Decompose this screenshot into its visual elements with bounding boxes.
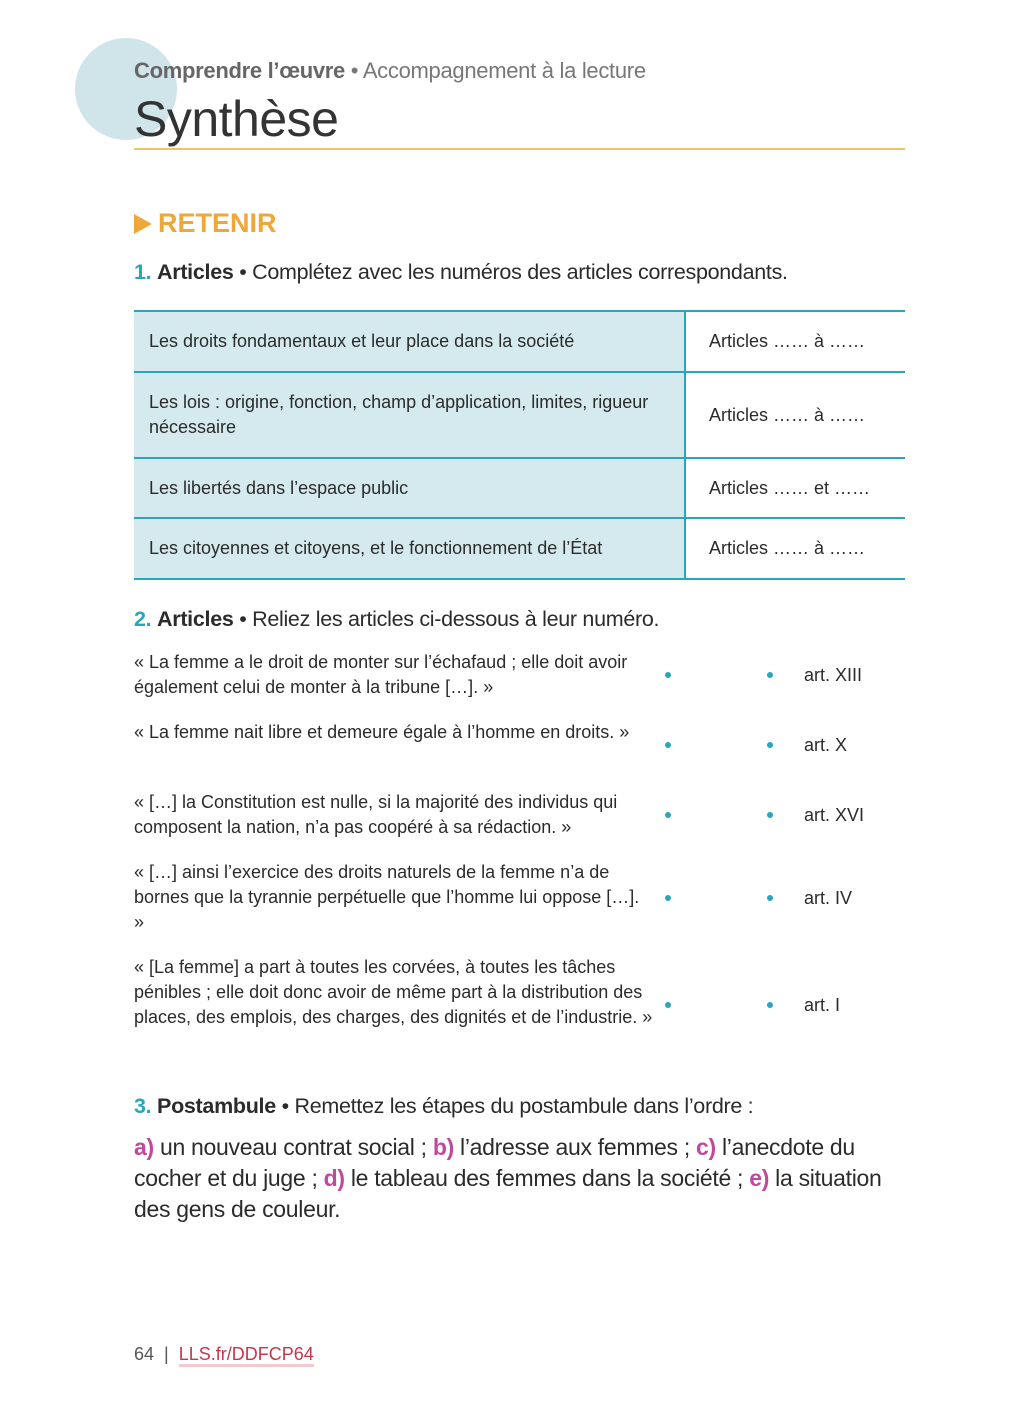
match-row <box>134 720 905 770</box>
step-text: l’adresse aux femmes ; <box>453 1134 697 1160</box>
quote-text: « [La femme] a part à toutes les corvées, à toutes les tâches pénibles ; elle doit donc avoir de même part à la distribution des places, des emplois, des charges, des dignités et de l’industrie. » <box>134 957 653 1027</box>
answer-cell[interactable]: Articles …… à …… <box>685 518 905 579</box>
retenir-heading <box>134 208 277 239</box>
article-dot[interactable] <box>767 1002 773 1008</box>
table-row <box>134 518 905 579</box>
match-row <box>134 955 905 1055</box>
quote-dot[interactable] <box>665 672 671 678</box>
article-label: art. IV <box>804 888 853 908</box>
q-number: 3. <box>134 1094 152 1118</box>
article-dot[interactable] <box>767 742 773 748</box>
q-label: Articles <box>157 260 234 284</box>
step-text: un nouveau contrat social ; <box>153 1134 433 1160</box>
match-row <box>134 650 905 700</box>
step-text: l’anecdote du cocher et du juge ; <box>134 1134 855 1191</box>
article-label: art. XVI <box>804 805 865 825</box>
kicker-bold: Comprendre l’œuvre <box>134 58 345 83</box>
step-text: le tableau des femmes dans la société ; <box>344 1165 750 1191</box>
question-2 <box>134 607 659 632</box>
retenir-label: RETENIR <box>158 208 277 238</box>
postambule-steps <box>134 1132 909 1225</box>
footer-separator: | <box>164 1344 169 1364</box>
quote-text: « La femme a le droit de monter sur l’échafaud ; elle doit avoir également celui de monter à la tribune […]. » <box>134 652 628 697</box>
quote-text: « La femme nait libre et demeure égale à l’homme en droits. » <box>134 722 630 742</box>
step-text: la situation des gens de couleur. <box>134 1165 882 1222</box>
resource-link[interactable]: LLS.fr/DDFCP64 <box>179 1344 314 1367</box>
theme-cell: Les citoyennes et citoyens, et le fonctionnement de l’État <box>134 518 685 579</box>
answer-cell[interactable]: Articles …… à …… <box>685 311 905 372</box>
article-dot[interactable] <box>767 812 773 818</box>
q-label: Articles <box>157 607 234 631</box>
question-1 <box>134 260 788 285</box>
step-key: b) <box>432 1134 454 1160</box>
step-key: a) <box>134 1134 154 1160</box>
article-dot[interactable] <box>767 672 773 678</box>
articles-table <box>134 310 905 580</box>
q-sep: • <box>233 607 253 631</box>
table-row <box>134 458 905 518</box>
step-key: d) <box>323 1165 345 1191</box>
q-instruction: Complétez avec les numéros des articles correspondants. <box>252 260 788 284</box>
answer-cell[interactable]: Articles …… et …… <box>685 458 905 518</box>
q-number: 1. <box>134 260 152 284</box>
quote-dot[interactable] <box>665 895 671 901</box>
title-divider <box>134 148 905 150</box>
theme-cell: Les libertés dans l’espace public <box>134 458 685 518</box>
page-title: Synthèse <box>134 91 339 147</box>
answer-cell[interactable]: Articles …… à …… <box>685 372 905 458</box>
q-instruction: Reliez les articles ci-dessous à leur numéro. <box>252 607 660 631</box>
q-number: 2. <box>134 607 152 631</box>
page-number: 64 <box>134 1344 155 1364</box>
kicker-sep: • <box>344 58 363 83</box>
step-key: e) <box>749 1165 770 1191</box>
article-label: art. X <box>804 735 848 755</box>
article-dot[interactable] <box>767 895 773 901</box>
article-label: art. I <box>804 995 841 1015</box>
q-instruction: Remettez les étapes du postambule dans l’ordre : <box>294 1094 754 1118</box>
match-row <box>134 790 905 840</box>
q-sep: • <box>275 1094 295 1118</box>
quote-text: « […] la Constitution est nulle, si la majorité des individus qui composent la nation, n’a pas coopéré à sa rédaction. » <box>134 792 618 837</box>
match-row <box>134 860 905 935</box>
theme-cell: Les lois : origine, fonction, champ d’application, limites, rigueur nécessaire <box>134 372 685 458</box>
quote-dot[interactable] <box>665 812 671 818</box>
question-3 <box>134 1094 753 1119</box>
theme-cell: Les droits fondamentaux et leur place dans la société <box>134 311 685 372</box>
q-label: Postambule <box>157 1094 276 1118</box>
quote-dot[interactable] <box>665 742 671 748</box>
table-row <box>134 372 905 458</box>
section-kicker <box>134 58 646 84</box>
quote-text: « […] ainsi l’exercice des droits naturels de la femme n’a de bornes que la tyrannie perpétuelle que l’homme lui oppose […]. » <box>134 862 640 932</box>
page-footer <box>134 1344 314 1365</box>
table-row <box>134 311 905 372</box>
triangle-icon <box>134 214 152 234</box>
step-key: c) <box>696 1134 716 1160</box>
kicker-rest: Accompagnement à la lecture <box>362 58 646 83</box>
article-label: art. XIII <box>804 665 863 685</box>
quote-dot[interactable] <box>665 1002 671 1008</box>
q-sep: • <box>233 260 253 284</box>
